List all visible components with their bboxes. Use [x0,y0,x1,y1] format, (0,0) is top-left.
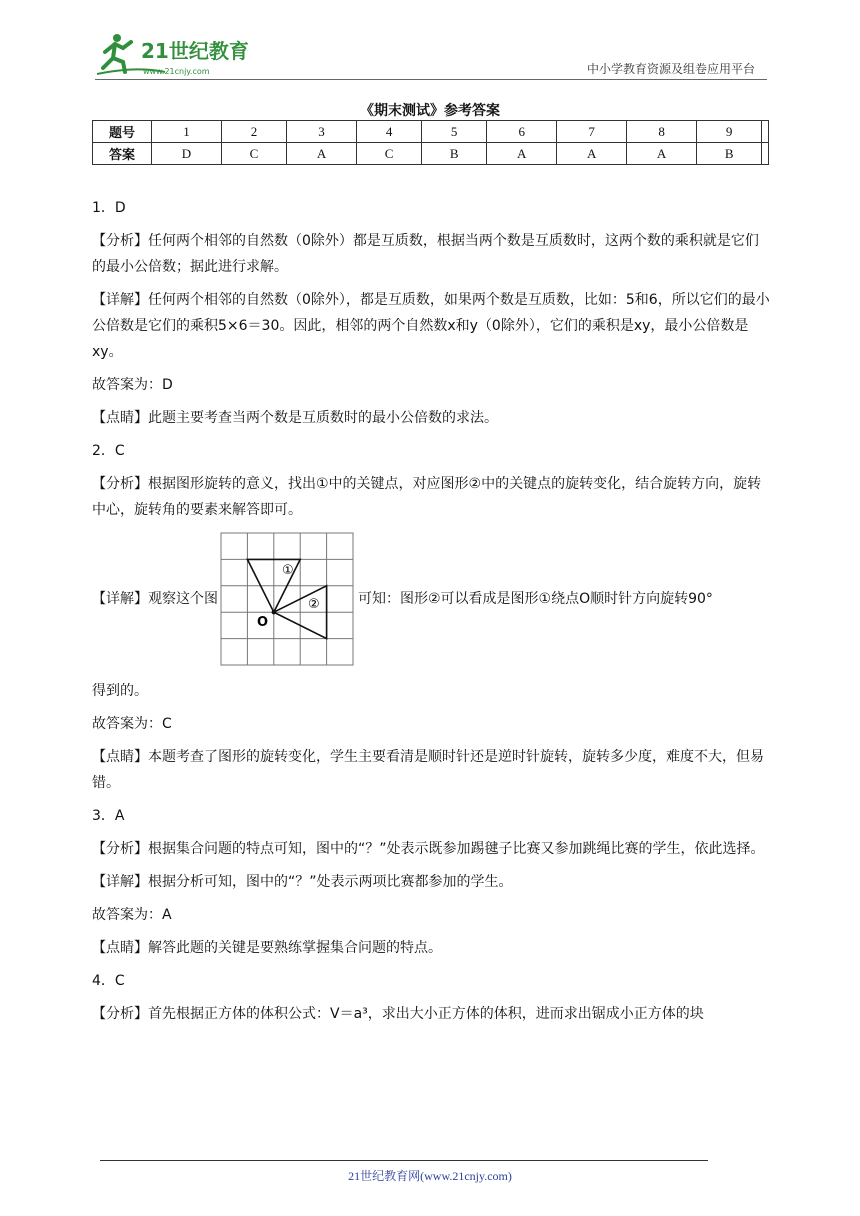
row-header-number: 题号 [93,121,152,143]
answer-content [92,195,772,1034]
center-point [272,610,276,614]
answer-table [92,120,769,165]
logo-text: 21世纪教育 [141,39,249,63]
footer-divider [100,1160,708,1161]
q2-detail-before: 【详解】观察这个图 [92,591,218,607]
table-cell: 9 [697,121,762,143]
table-cell [762,143,769,165]
q3-analysis: 【分析】根据集合问题的特点可知，图中的“？”处表示既参加踢毽子比赛又参加跳绳比赛的学生，依此选择。 [92,841,765,857]
q3-answer: 故答案为：A [92,907,172,923]
header-divider [95,79,767,80]
rotation-figure [220,532,354,666]
q2-detail-row [92,530,772,668]
table-cell: 1 [152,121,222,143]
table-cell: C [357,143,422,165]
page-title: 《期末测试》参考答案 [360,103,500,119]
row-header-answer: 答案 [93,143,152,165]
table-cell: B [697,143,762,165]
grid [221,533,353,665]
label-1: ① [282,563,294,578]
q2-detail-after: 可知：图形②可以看成是图形①绕点O顺时针方向旋转90° [358,591,713,607]
table-cell: 3 [287,121,357,143]
q2-answer: 故答案为：C [92,716,172,732]
q4-number: 4．C [92,973,125,989]
q3-number: 3．A [92,808,125,824]
table-cell: A [557,143,627,165]
page-header [95,30,767,80]
q3-comment: 【点睛】解答此题的关键是要熟练掌握集合问题的特点。 [92,940,442,956]
label-o: O [257,615,269,630]
table-cell: B [422,143,487,165]
q2-comment: 【点睛】本题考查了图形的旋转变化，学生主要看清是顺时针还是逆时针旋转，旋转多少度，难度不大，但易错。 [92,749,764,791]
platform-name: 中小学教育资源及组卷应用平台 [586,62,755,76]
q2-number: 2．C [92,443,125,459]
table-cell: 4 [357,121,422,143]
q2-analysis: 【分析】根据图形旋转的意义，找出①中的关键点，对应图形②中的关键点的旋转变化，结合旋转方向，旋转中心，旋转角的要素来解答即可。 [92,476,762,518]
q1-detail: 【详解】任何两个相邻的自然数（0除外），都是互质数，如果两个数是互质数，比如：5和6，所以它们的最小公倍数是它们的乘积5×6＝30。因此，相邻的两个自然数x和y（0除外），它们的乘积是xy，最小公倍数是xy。 [92,292,770,360]
q2-detail-end: 得到的。 [92,683,148,699]
table-cell: D [152,143,222,165]
table-cell: 6 [487,121,557,143]
table-cell: 5 [422,121,487,143]
label-2: ② [308,597,320,612]
q1-answer: 故答案为：D [92,377,173,393]
table-cell: A [287,143,357,165]
q3-detail: 【详解】根据分析可知，图中的“？”处表示两项比赛都参加的学生。 [92,874,513,890]
table-cell: A [487,143,557,165]
footer-text: 21世纪教育网(www.21cnjy.com) [348,1169,512,1183]
q1-number: 1．D [92,200,126,216]
logo [95,30,265,80]
table-cell: 2 [221,121,286,143]
table-cell: A [627,143,697,165]
table-cell: 8 [627,121,697,143]
q1-comment: 【点睛】此题主要考查当两个数是互质数时的最小公倍数的求法。 [92,410,498,426]
q4-analysis: 【分析】首先根据正方体的体积公式：V＝a³，求出大小正方体的体积，进而求出锯成小正方体的块 [92,1006,704,1022]
q1-analysis: 【分析】任何两个相邻的自然数（0除外）都是互质数，根据当两个数是互质数时，这两个数的乘积就是它们的最小公倍数；据此进行求解。 [92,233,759,275]
table-cell: C [221,143,286,165]
table-row-answers [93,143,769,165]
table-cell: 7 [557,121,627,143]
table-row-numbers [93,121,769,143]
logo-url: www.21cnjy.com [143,67,210,76]
table-cell [762,121,769,143]
